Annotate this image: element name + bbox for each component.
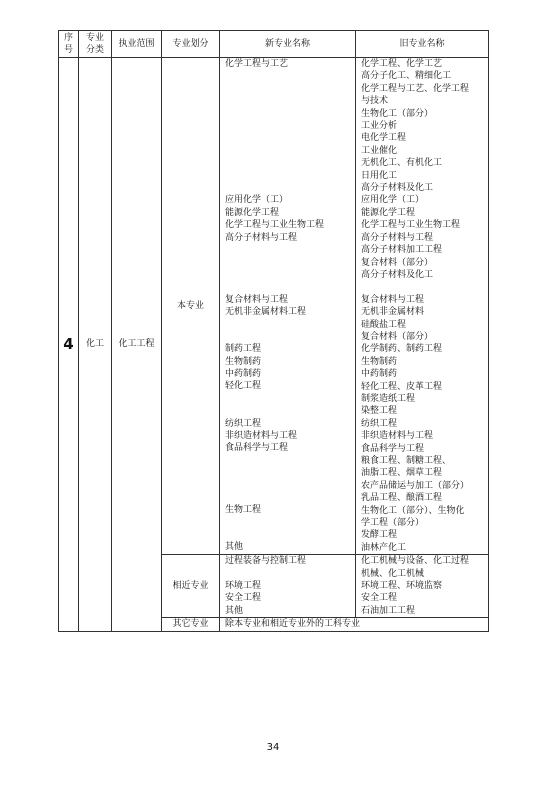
old-major-name: 发酵工程: [361, 530, 398, 541]
row-seq: 4: [59, 58, 79, 632]
new-major-name: [225, 170, 355, 182]
old-major-name: 生物制药: [361, 356, 398, 367]
header-category-text: 专业 分类: [85, 33, 104, 55]
old-major-name: 轻化工程、皮革工程: [361, 381, 443, 392]
table-header-row: [59, 31, 489, 58]
old-major-name: 无机非金属材料: [361, 307, 425, 318]
header-seq-text: 序 号: [63, 33, 73, 55]
old-major-name: 日用化工: [361, 170, 398, 181]
new-major-name: 制药工程: [225, 344, 262, 355]
new-major-name: [225, 95, 355, 107]
old-major-name: 食品科学与工程: [361, 443, 425, 454]
old-major-name: 硅酸盐工程: [361, 319, 407, 330]
new-major-name: 复合材料与工程: [225, 294, 289, 305]
division-other: 其它专业: [162, 618, 220, 631]
old-major-name: 应用化学（工）: [361, 195, 425, 206]
old-major-name: 农产品储运与加工（部分）: [361, 480, 470, 491]
new-major-name: [225, 393, 355, 405]
old-major-name: 生物化工（部分）、生物化: [361, 505, 465, 516]
new-major-name: 食品科学与工程: [225, 443, 289, 454]
new-major-name: [225, 480, 355, 492]
old-major-name: 粮食工程、制糖工程、: [361, 455, 452, 466]
old-major-name: 工业分析: [361, 121, 398, 132]
other-majors-text: 除本专业和相近专业外的工科专业: [220, 618, 489, 631]
new-major-name: 其他: [225, 542, 244, 553]
new-major-name: 其他: [225, 605, 244, 616]
new-names-main: [220, 58, 356, 555]
row-category: 化工: [79, 58, 112, 632]
header-seq: [59, 31, 79, 58]
old-major-name: 化学工程与工艺、化学工程: [361, 83, 470, 94]
new-major-name: 非织造材料与工程: [225, 430, 298, 441]
old-major-name: 生物化工（部分）: [361, 108, 434, 119]
old-major-name: 高分子材料及化工: [361, 269, 434, 280]
new-major-name: [225, 492, 355, 504]
division-main: 本专业: [162, 58, 220, 555]
old-major-name: 工业催化: [361, 145, 398, 156]
new-major-name: 能源化学工程: [225, 207, 280, 218]
new-major-name: [225, 568, 355, 580]
old-major-name: 油林产化工: [361, 542, 407, 553]
new-major-name: 轻化工程: [225, 381, 262, 392]
old-major-name: 化学工程、化学工艺: [361, 59, 443, 69]
new-major-name: 高分子材料与工程: [225, 232, 298, 243]
old-major-name: 复合材料（部分）: [361, 257, 434, 268]
new-major-name: [225, 331, 355, 343]
header-new-name: 新专业名称: [220, 31, 356, 58]
old-major-name: 非织造材料与工程: [361, 431, 434, 442]
new-major-name: [225, 120, 355, 132]
new-major-name: 化学工程与工业生物工程: [225, 220, 325, 231]
new-major-name: 环境工程: [225, 581, 262, 592]
old-major-name: 化学制药、制药工程: [361, 344, 443, 355]
old-major-name: 无机化工、有机化工: [361, 158, 443, 169]
old-major-name: 石油加工工程: [361, 605, 416, 616]
new-major-name: [225, 517, 355, 529]
new-major-name: [225, 281, 355, 293]
old-names-main: [356, 58, 489, 555]
new-major-name: [225, 182, 355, 194]
old-major-name: 化学工程与工业生物工程: [361, 220, 461, 231]
old-major-name: 高分子材料与工程: [361, 232, 434, 243]
old-major-name: 高分子化工、精细化工: [361, 71, 452, 82]
header-division: 专业划分: [162, 31, 220, 58]
new-major-name: 化学工程与工艺: [225, 59, 289, 69]
new-major-name: 生物制药: [225, 356, 262, 367]
new-major-name: [225, 145, 355, 157]
old-major-name: 复合材料与工程: [361, 294, 425, 305]
old-major-name: 安全工程: [361, 593, 398, 604]
old-names-related: [356, 555, 489, 618]
new-major-name: 过程装备与控制工程: [225, 556, 307, 567]
row-scope: 化工工程: [112, 58, 162, 632]
old-major-name: 纺织工程: [361, 418, 398, 429]
old-major-name: 高分子材料及化工: [361, 183, 434, 194]
new-major-name: [225, 318, 355, 330]
new-major-name: [225, 132, 355, 144]
new-major-name: [225, 529, 355, 541]
new-major-name: [225, 83, 355, 95]
new-major-name: 中药制药: [225, 368, 262, 379]
old-major-name: 染整工程: [361, 406, 398, 417]
new-major-name: [225, 467, 355, 479]
old-major-name: 机械、化工机械: [361, 568, 425, 579]
new-major-name: [225, 256, 355, 268]
page-number: 34: [266, 742, 280, 753]
new-major-name: [225, 455, 355, 467]
header-category: [79, 31, 112, 58]
old-major-name: 油脂工程、烟草工程: [361, 468, 443, 479]
old-major-name: 与技术: [361, 96, 389, 107]
new-major-name: [225, 157, 355, 169]
old-major-name: 学工程（部分）: [361, 518, 425, 529]
header-old-name: 旧专业名称: [356, 31, 489, 58]
new-major-name: 应用化学（工）: [225, 195, 289, 206]
new-major-name: [225, 405, 355, 417]
table-row: [59, 58, 489, 555]
new-names-related: [220, 555, 356, 618]
old-major-name: 环境工程、环境监察: [361, 581, 443, 592]
old-major-name: 高分子材料加工工程: [361, 245, 443, 256]
header-scope: 执业范围: [112, 31, 162, 58]
old-major-name: 中药制药: [361, 369, 398, 380]
old-major-name: 电化学工程: [361, 133, 407, 144]
new-major-name: 安全工程: [225, 593, 262, 604]
old-major-name: 制浆造纸工程: [361, 393, 416, 404]
new-major-name: 无机非金属材料工程: [225, 306, 307, 317]
old-major-name: 乳品工程、酿酒工程: [361, 493, 443, 504]
old-major-name: 化工机械与设备、化工过程: [361, 556, 470, 567]
new-major-name: 纺织工程: [225, 418, 262, 429]
new-major-name: [225, 108, 355, 120]
old-major-name: [361, 281, 488, 293]
old-major-name: 能源化学工程: [361, 207, 416, 218]
major-table: [58, 30, 489, 632]
old-major-name: 复合材料（部分）: [361, 331, 434, 342]
division-related: 相近专业: [162, 555, 220, 618]
new-major-name: [225, 244, 355, 256]
new-major-name: [225, 269, 355, 281]
new-major-name: 生物工程: [225, 505, 262, 516]
new-major-name: [225, 70, 355, 82]
